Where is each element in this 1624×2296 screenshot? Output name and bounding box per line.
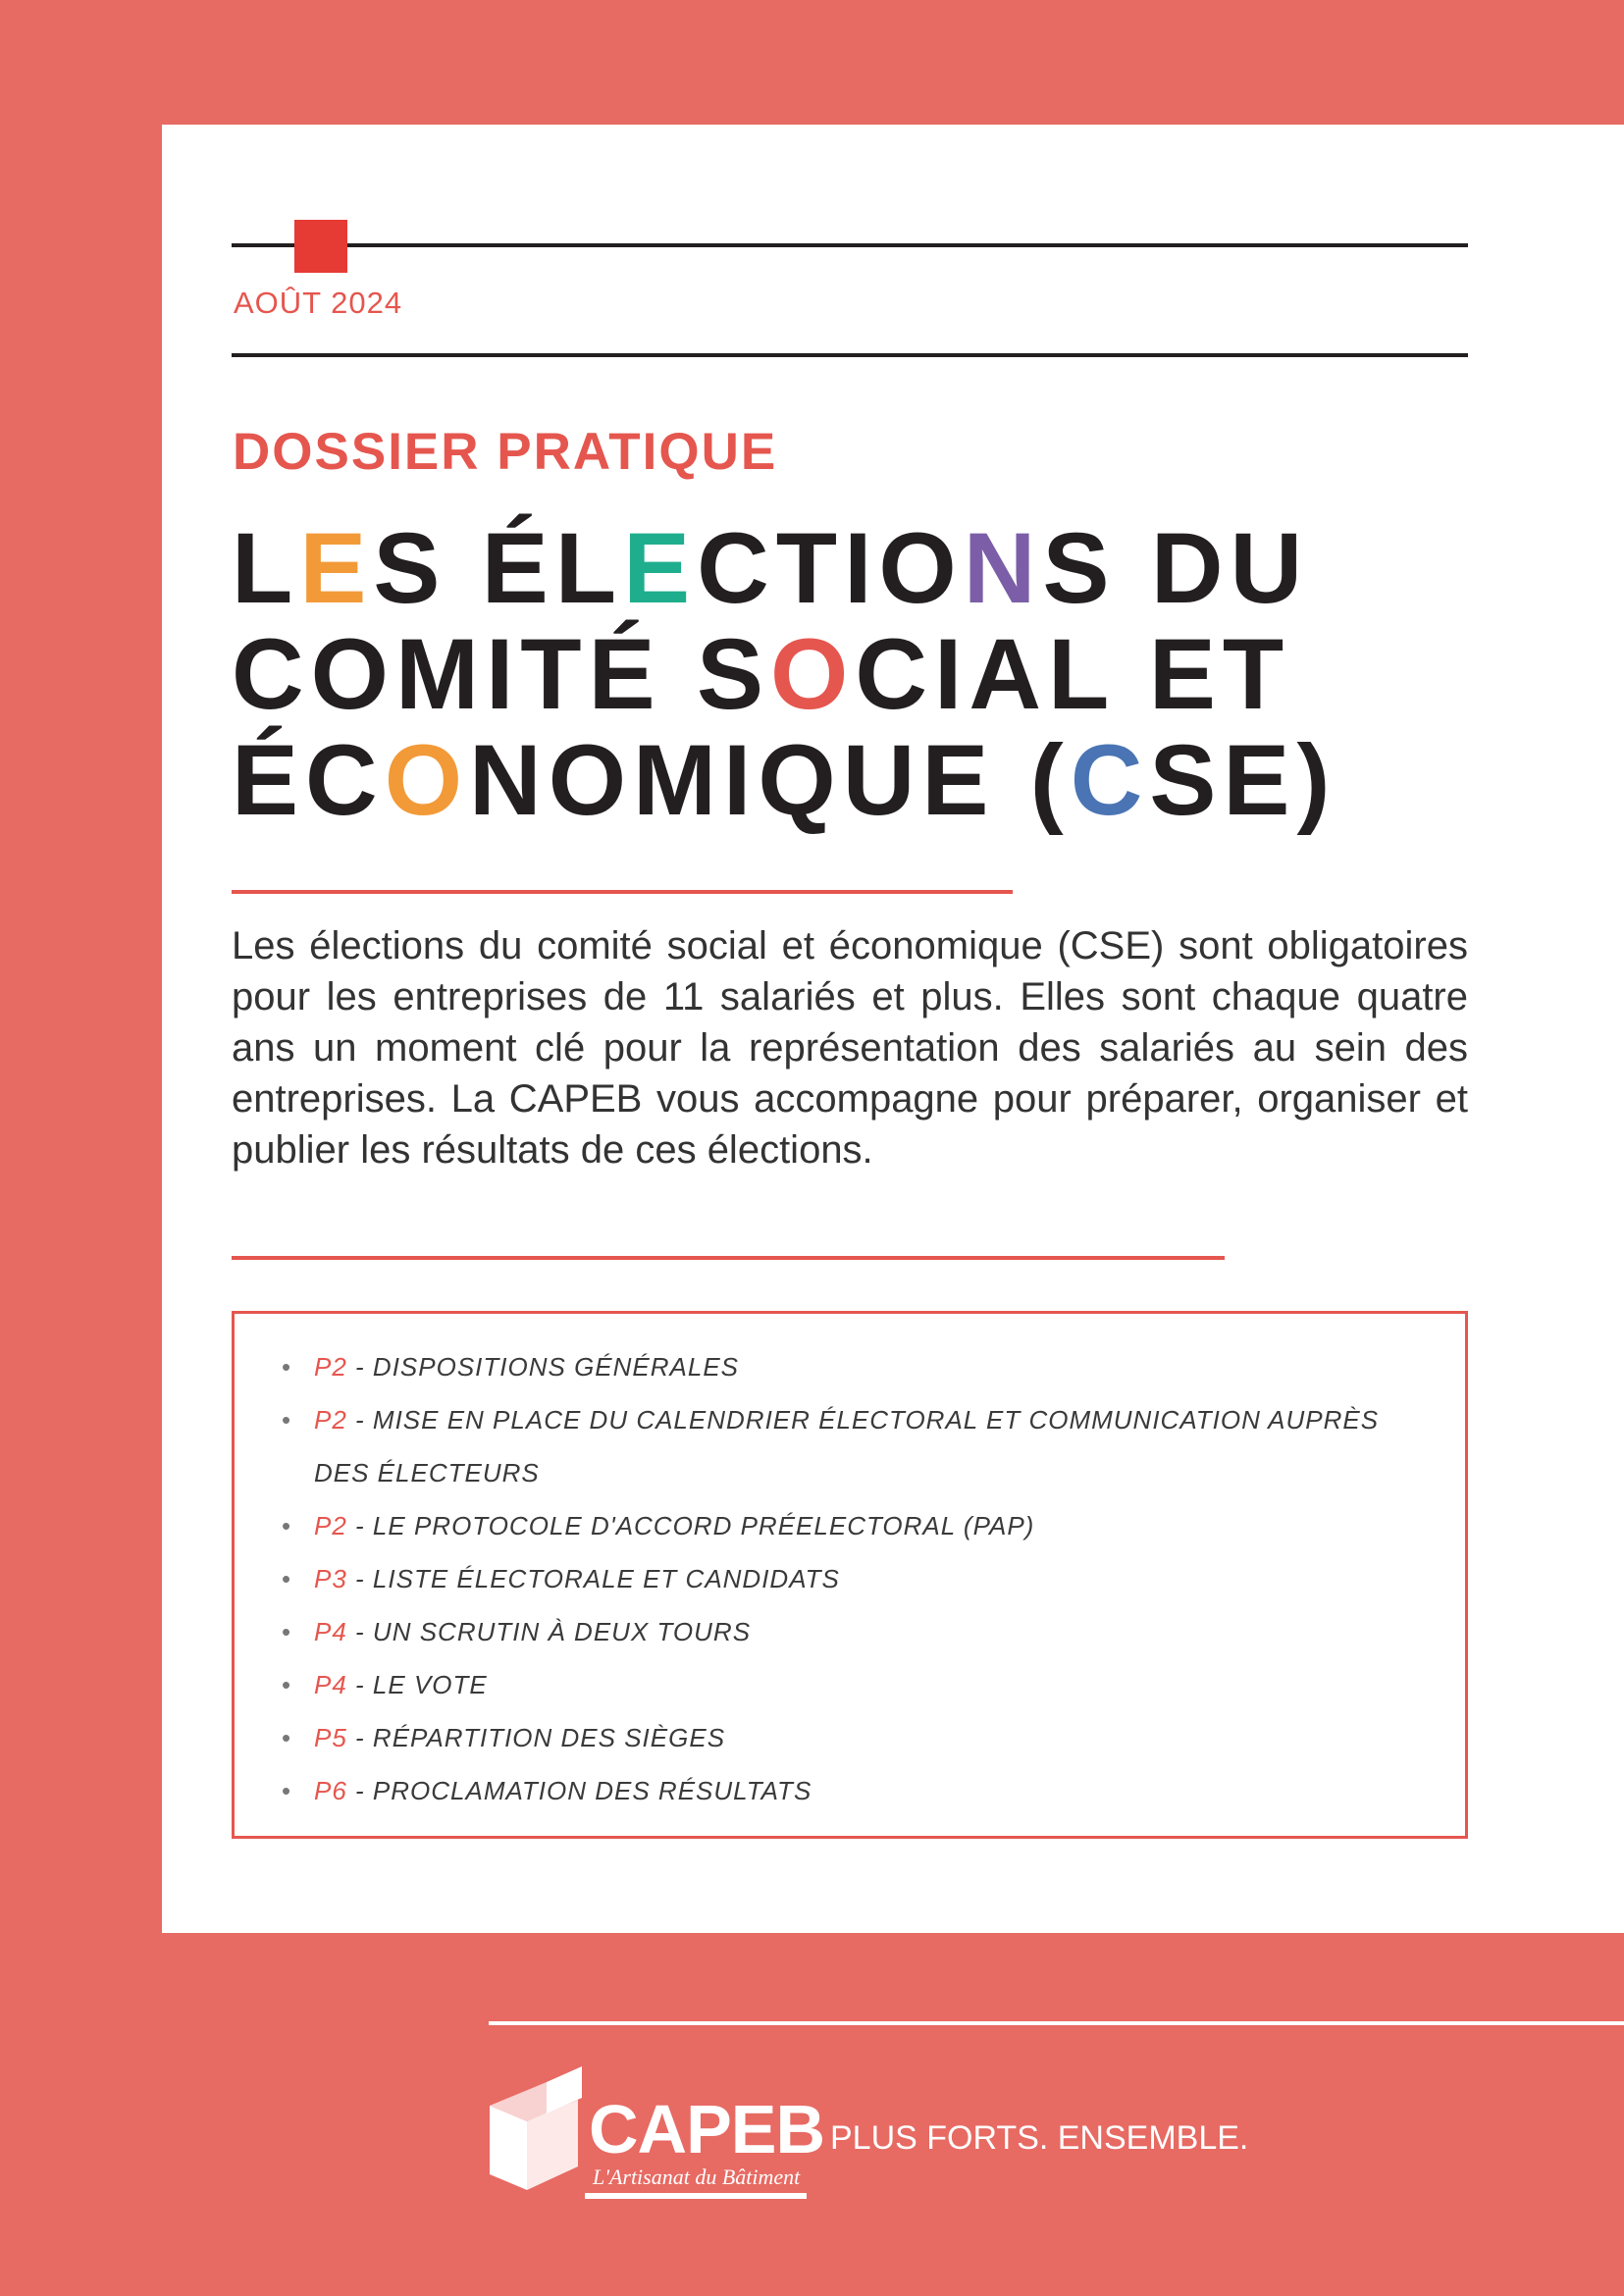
toc-label: LE VOTE [372, 1670, 488, 1699]
top-divider [232, 243, 1468, 247]
title-segment: COMITÉ S [232, 618, 771, 730]
title-segment: L [232, 512, 300, 624]
toc-label: DISPOSITIONS GÉNÉRALES [372, 1352, 740, 1382]
title-segment: O [384, 724, 470, 836]
date-divider [232, 353, 1468, 357]
title-segment: CTIO [697, 512, 964, 624]
toc-page-number: P2 [314, 1352, 347, 1382]
title-segment: E [623, 512, 698, 624]
bullet-icon: • [282, 1352, 292, 1382]
logo-underline [585, 2193, 807, 2199]
bullet-icon: • [282, 1723, 292, 1752]
footer-divider [489, 2021, 1624, 2025]
title-segment: ÉC [232, 724, 385, 836]
toc-page-number: P6 [314, 1776, 347, 1805]
title-segment: CIAL ET [855, 618, 1291, 730]
toc-item: • P4 - UN SCRUTIN À DEUX TOURS [282, 1605, 1426, 1658]
bullet-icon: • [282, 1776, 292, 1805]
document-title [232, 512, 1337, 836]
toc-item: • P3 - LISTE ÉLECTORALE ET CANDIDATS [282, 1552, 1426, 1605]
title-segment: C [1070, 724, 1150, 836]
footer-tagline: PLUS FORTS. ENSEMBLE. [830, 2119, 1249, 2157]
toc-item: • P4 - LE VOTE [282, 1658, 1426, 1711]
toc-page-number: P5 [314, 1723, 347, 1752]
bullet-icon: • [282, 1617, 292, 1646]
title-segment: O [770, 618, 856, 730]
toc-item: • P6 - PROCLAMATION DES RÉSULTATS [282, 1764, 1426, 1817]
toc-page-number: P2 [314, 1405, 347, 1435]
publication-date: AOÛT 2024 [234, 286, 403, 320]
toc-page-number: P4 [314, 1670, 347, 1699]
toc-list [235, 1314, 1465, 1817]
toc-label: MISE EN PLACE DU CALENDRIER ÉLECTORAL ET COMMUNICATION AUPRÈS DES ÉLECTEURS [314, 1405, 1380, 1487]
toc-label: PROCLAMATION DES RÉSULTATS [372, 1776, 812, 1805]
toc-label: LISTE ÉLECTORALE ET CANDIDATS [372, 1564, 840, 1593]
title-line-3 [232, 724, 1337, 836]
intro-paragraph: Les élections du comité social et économique (CSE) sont obligatoires pour les entreprises de 11 salariés et plus. Elles sont chaque quatre ans un moment clé pour la représentation des salariés au sein des entreprises. La CAPEB vous accompagne pour préparer, organiser et publier les résultats de ces élections. [232, 924, 1468, 1172]
document-kicker: DOSSIER PRATIQUE [233, 423, 778, 481]
toc-item: • P2 - MISE EN PLACE DU CALENDRIER ÉLECTORAL ET COMMUNICATION AUPRÈS DES ÉLECTEURS [282, 1393, 1426, 1499]
title-segment: E [299, 512, 374, 624]
toc-item: • P2 - LE PROTOCOLE D'ACCORD PRÉELECTORAL (PAP) [282, 1499, 1426, 1552]
logo-subtitle: L'Artisanat du Bâtiment [593, 2165, 801, 2189]
bullet-icon: • [282, 1564, 292, 1593]
toc-page-number: P2 [314, 1511, 347, 1540]
title-segment: N [963, 512, 1043, 624]
toc-page-number: P3 [314, 1564, 347, 1593]
title-segment: S ÉL [373, 512, 624, 624]
bullet-icon: • [282, 1511, 292, 1540]
intro-bottom-divider [232, 1256, 1225, 1260]
title-segment: NOMIQUE ( [469, 724, 1071, 836]
title-line-1 [232, 512, 1336, 624]
accent-square [294, 220, 347, 273]
title-segment: S DU [1042, 512, 1310, 624]
toc-item: • P2 - DISPOSITIONS GÉNÉRALES [282, 1340, 1426, 1393]
bullet-icon: • [282, 1670, 292, 1699]
table-of-contents [232, 1311, 1468, 1839]
bullet-icon: • [282, 1405, 292, 1435]
toc-page-number: P4 [314, 1617, 347, 1646]
toc-label: UN SCRUTIN À DEUX TOURS [372, 1617, 752, 1646]
toc-label: RÉPARTITION DES SIÈGES [372, 1723, 726, 1752]
logo-wordmark: CAPEB [589, 2091, 825, 2167]
toc-item: • P5 - RÉPARTITION DES SIÈGES [282, 1711, 1426, 1764]
intro-top-divider [232, 890, 1013, 894]
title-line-2 [232, 618, 1336, 730]
title-segment: SE) [1149, 724, 1337, 836]
toc-label: LE PROTOCOLE D'ACCORD PRÉELECTORAL (PAP) [372, 1511, 1035, 1540]
